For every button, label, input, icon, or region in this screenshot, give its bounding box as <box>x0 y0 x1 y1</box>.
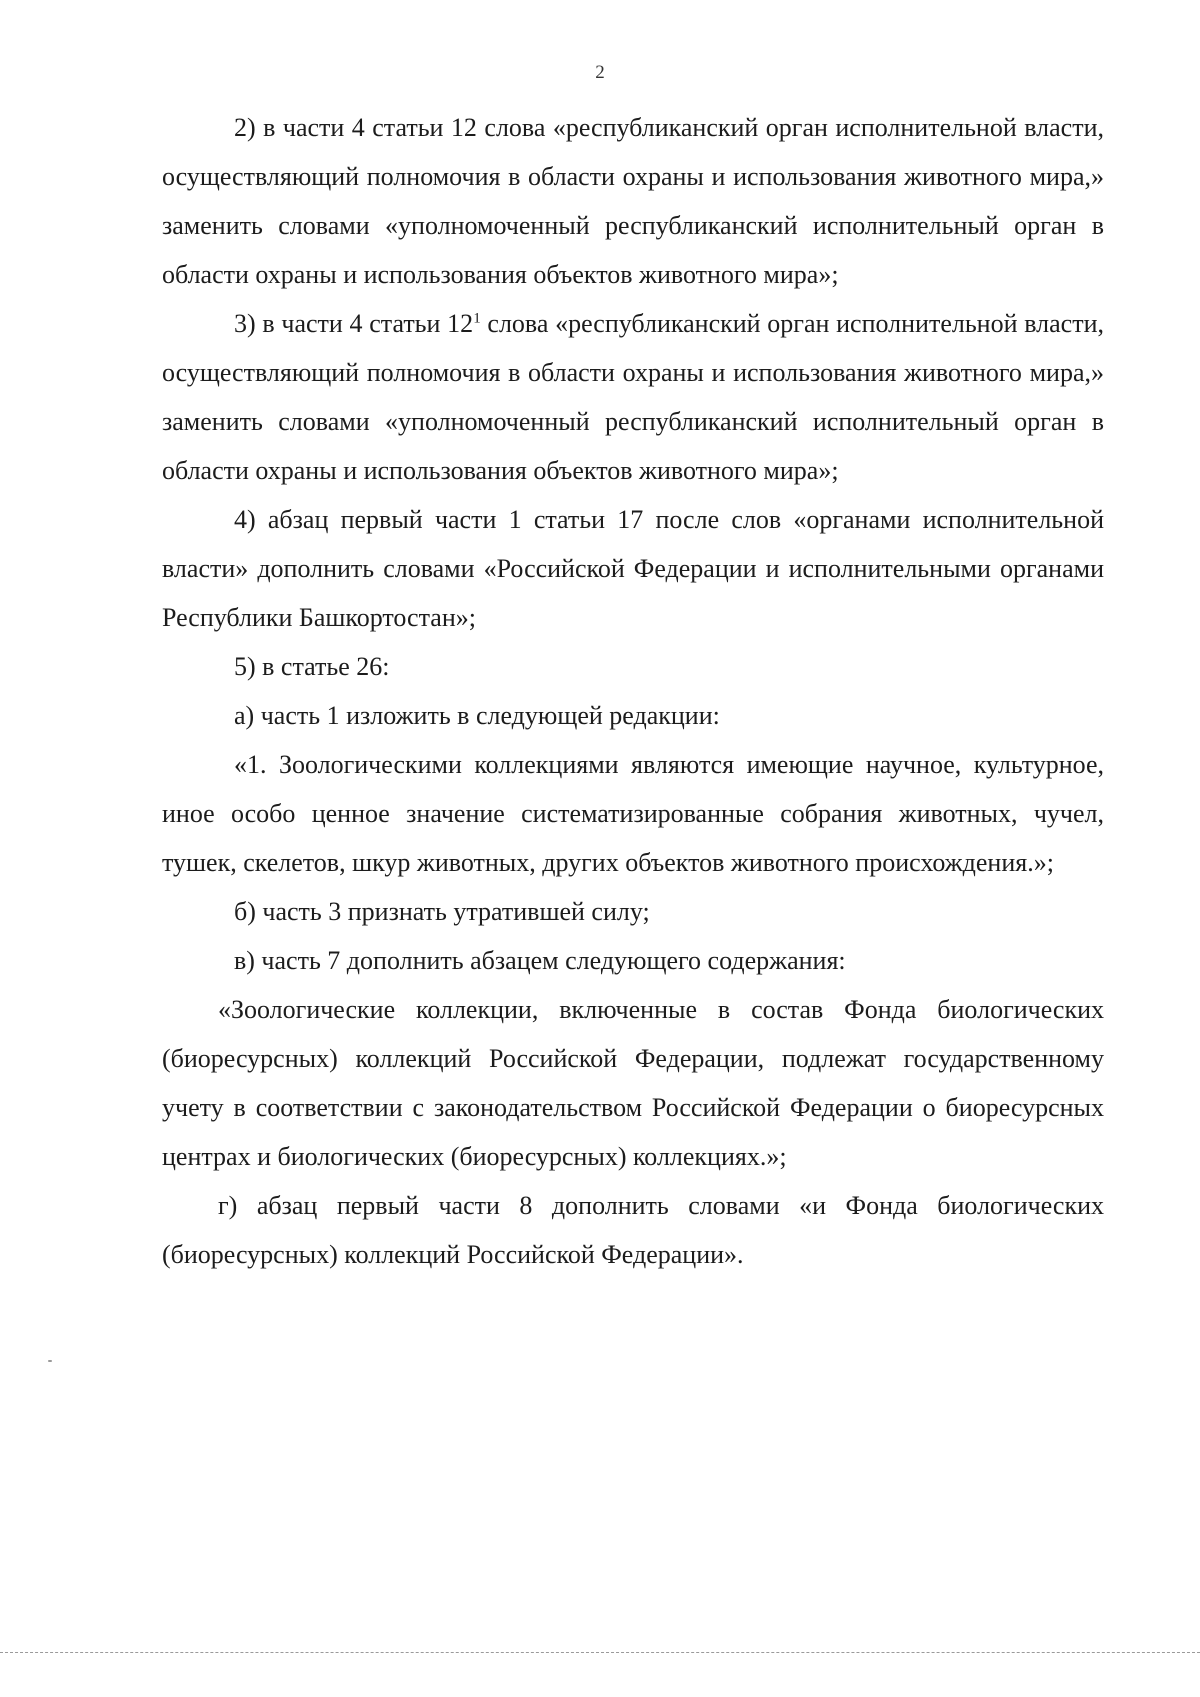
paragraph-item-4: 4) абзац первый части 1 статьи 17 после слов «органами исполнительной власти» дополнить словами «Российской Федерации и исполнительными органами Республики Башкортостан»; <box>162 505 1104 632</box>
scan-border-line <box>0 1652 1200 1653</box>
page-number: 2 <box>595 62 605 83</box>
superscript-article-number: 1 <box>473 310 481 327</box>
paragraph-item-3-start: 3) в части 4 статьи 12 <box>234 309 474 338</box>
paragraph-item-3 <box>162 299 1104 495</box>
paragraph-item-5a-quote: «1. Зоологическими коллекциями являются имеющие научное, культурное, иное особо ценное значение систематизированные собрания животных, чучел, тушек, скелетов, шкур животных, других объектов животного происхождения.»; <box>162 750 1104 877</box>
paragraph-item-5a: а) часть 1 изложить в следующей редакции: <box>234 701 720 730</box>
scan-speck <box>48 1360 52 1362</box>
paragraph-item-5g: г) абзац первый части 8 дополнить словами «и Фонда биологических (биоресурсных) коллекций Российской Федерации». <box>162 1191 1104 1269</box>
paragraph-item-5b: б) часть 3 признать утратившей силу; <box>234 897 650 926</box>
paragraph-item-3-rest: слова «республиканский орган исполнительной власти, осуществляющий полномочия в области охраны и использования животного мира,» заменить словами «уполномоченный республиканский исполнительный орган в области охраны и использования объектов животного мира»; <box>162 309 1104 485</box>
paragraph-item-2: 2) в части 4 статьи 12 слова «республиканский орган исполнительной власти, осуществляющий полномочия в области охраны и использования животного мира,» заменить словами «уполномоченный республиканский исполнительный орган в области охраны и использования объектов животного мира»; <box>162 113 1104 289</box>
paragraph-item-5v-quote: «Зоологические коллекции, включенные в состав Фонда биологических (биоресурсных) коллекций Российской Федерации, подлежат государственному учету в соответствии с законодательством Российской Федерации о биоресурсных центрах и биологических (биоресурсных) коллекциях.»; <box>162 995 1104 1171</box>
paragraph-item-5v: в) часть 7 дополнить абзацем следующего содержания: <box>234 946 846 975</box>
paragraph-item-5: 5) в статье 26: <box>234 652 390 681</box>
document-body <box>162 103 1104 1279</box>
